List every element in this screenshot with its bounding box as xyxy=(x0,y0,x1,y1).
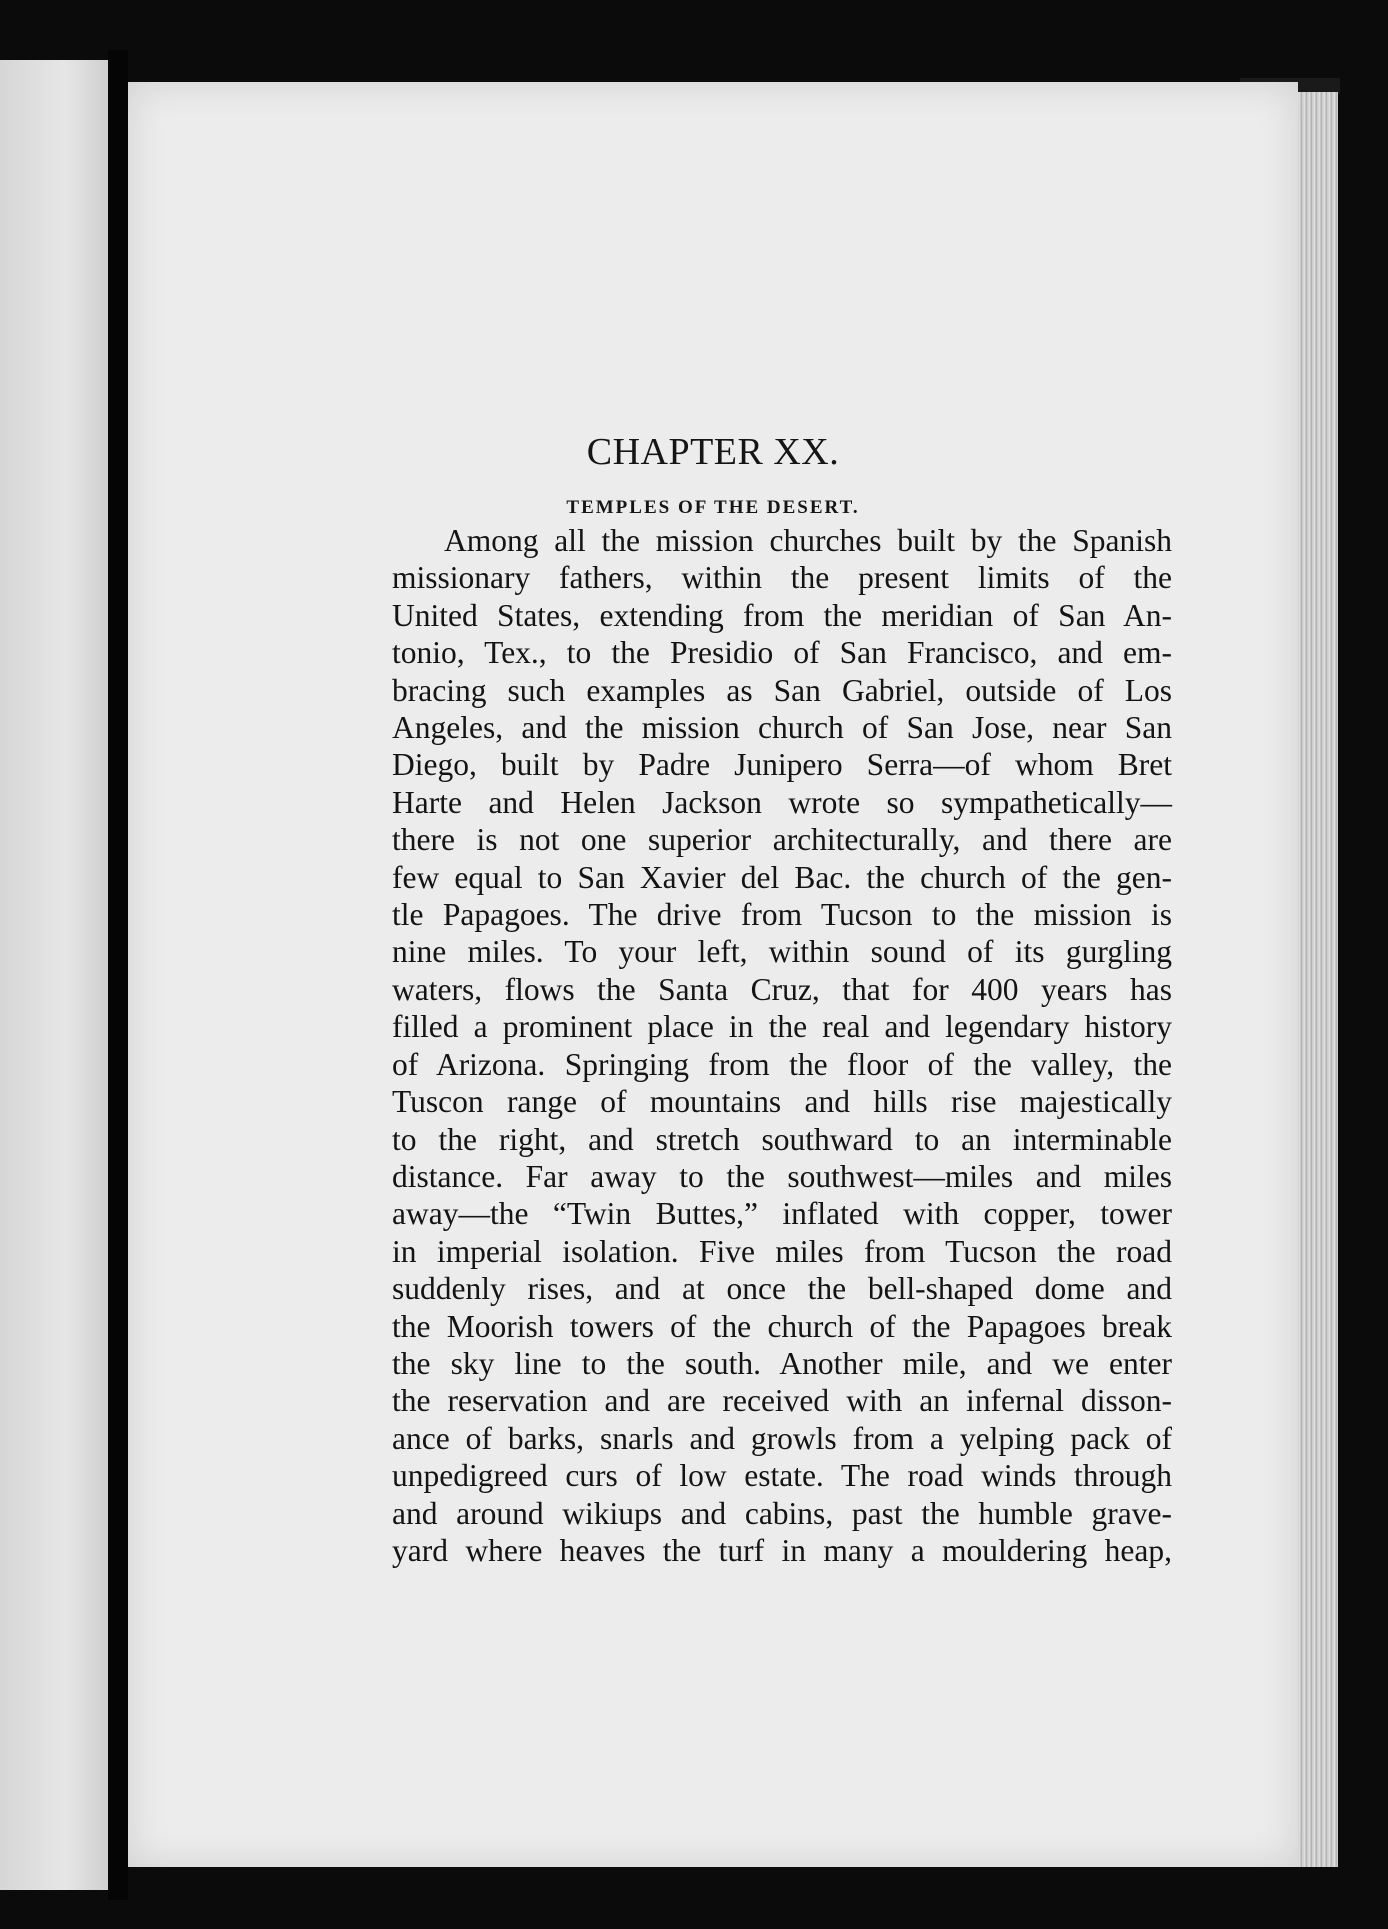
chapter-title: CHAPTER XX. xyxy=(586,431,840,473)
body-line: nine miles. To your left, within sound of its gurgling xyxy=(392,934,1172,970)
body-line: Among all the mission churches built by the Spanish xyxy=(444,523,1172,558)
body-line: Diego, built by Padre Junipero Serra—of whom Bret xyxy=(392,747,1172,783)
body-line: and around wikiups and cabins, past the humble grave- xyxy=(392,1495,1172,1531)
facing-page-edge xyxy=(0,60,108,1890)
body-line: yard where heaves the turf in many a mouldering heap, xyxy=(392,1532,1172,1568)
chapter-body xyxy=(392,522,1172,1569)
body-line: tonio, Tex., to the Presidio of San Francisco, and em- xyxy=(392,635,1172,671)
body-line: missionary fathers, within the present limits of the xyxy=(392,560,1172,596)
body-line: tle Papagoes. The drive from Tucson to the mission is xyxy=(392,897,1172,933)
body-line: the reservation and are received with an infernal disson- xyxy=(392,1383,1172,1419)
body-line: suddenly rises, and at once the bell-shaped dome and xyxy=(392,1271,1172,1307)
body-line: of Arizona. Springing from the floor of the valley, the xyxy=(392,1046,1172,1082)
book-gutter xyxy=(108,50,128,1900)
body-line: away—the “Twin Buttes,” inflated with copper, tower xyxy=(392,1196,1172,1232)
body-line: United States, extending from the meridian of San An- xyxy=(392,597,1172,633)
body-line: Tuscon range of mountains and hills rise majestically xyxy=(392,1084,1172,1120)
body-line: distance. Far away to the southwest—miles and miles xyxy=(392,1158,1172,1194)
body-line: the Moorish towers of the church of the Papagoes break xyxy=(392,1308,1172,1344)
body-line: unpedigreed curs of low estate. The road winds through xyxy=(392,1458,1172,1494)
body-line: Angeles, and the mission church of San Jose, near San xyxy=(392,710,1172,746)
body-line: bracing such examples as San Gabriel, outside of Los xyxy=(392,672,1172,708)
body-line: filled a prominent place in the real and legendary history xyxy=(392,1009,1172,1045)
body-line: the sky line to the south. Another mile, and we enter xyxy=(392,1345,1172,1381)
body-line: there is not one superior architecturally, and there are xyxy=(392,822,1172,858)
book-page xyxy=(128,82,1298,1867)
body-line: ance of barks, snarls and growls from a yelping pack of xyxy=(392,1420,1172,1456)
body-line: few equal to San Xavier del Bac. the church of the gen- xyxy=(392,859,1172,895)
body-line: to the right, and stretch southward to an interminable xyxy=(392,1121,1172,1157)
body-line: Harte and Helen Jackson wrote so sympathetically— xyxy=(392,784,1172,820)
stacked-page-edges xyxy=(1298,92,1338,1867)
body-line: waters, flows the Santa Cruz, that for 400 years has xyxy=(392,971,1172,1007)
body-line: in imperial isolation. Five miles from Tucson the road xyxy=(392,1233,1172,1269)
chapter-subtitle: TEMPLES OF THE DESERT. xyxy=(566,497,860,518)
